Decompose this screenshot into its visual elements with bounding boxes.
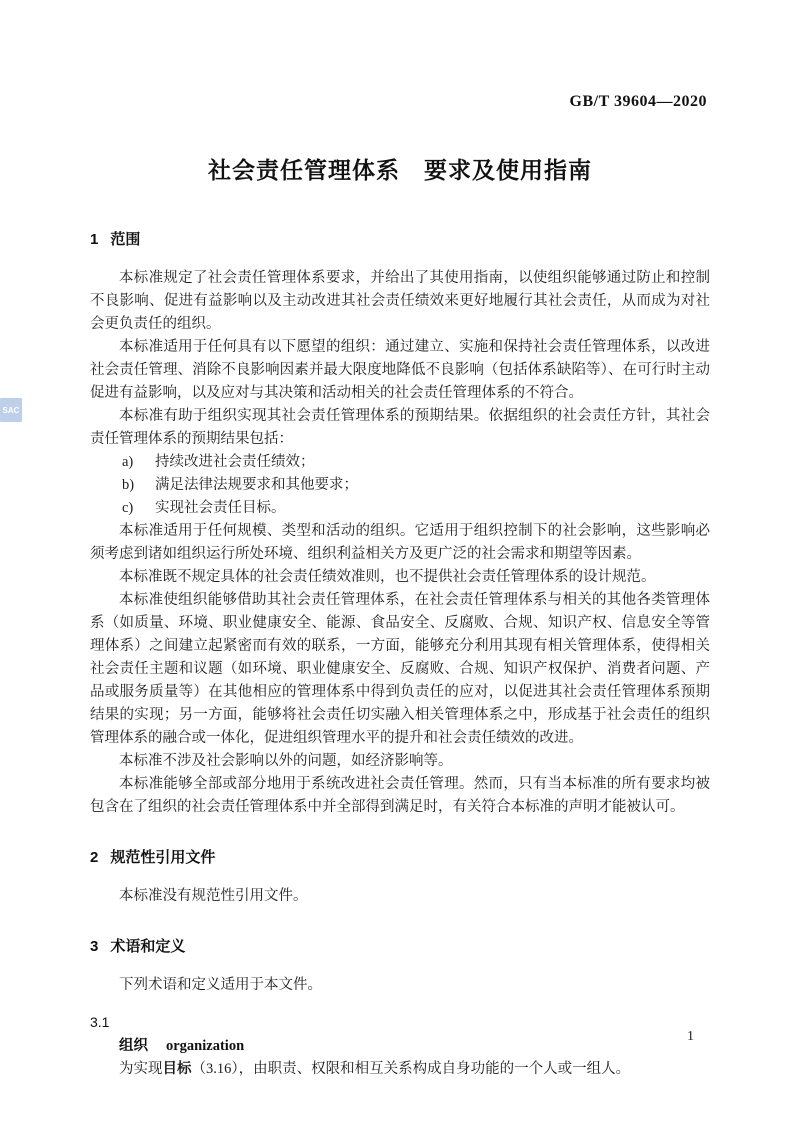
section-3-paragraph: 下列术语和定义适用于本文件。: [119, 977, 322, 993]
section-1-number: 1: [90, 231, 99, 248]
term-english: organization: [166, 1038, 245, 1054]
section-3-title: 术语和定义: [110, 938, 186, 955]
term-chinese: 组织: [119, 1038, 148, 1054]
section-3-heading: [90, 935, 710, 958]
section-1-paragraph: 本标准规定了社会责任管理体系要求，并给出了其使用指南，以使组织能够通过防止和控制不良影响、促进有益影响以及主动改进其社会责任绩效来更好地履行其社会责任，从而成为对社会更负责任的组织。: [90, 270, 710, 332]
list-item-c: [90, 497, 710, 520]
section-2-heading: [90, 846, 710, 869]
section-1-paragraph: 本标准适用于任何具有以下愿望的组织：通过建立、实施和保持社会责任管理体系，以改进社会责任管理、消除不良影响因素并最大限度地降低不良影响（包括体系缺陷等）、在可行时主动促进有益影响，以及应对与其决策和活动相关的社会责任管理体系的不符合。: [90, 339, 710, 401]
watermark-badge: [0, 398, 22, 422]
term-number: 3.1: [90, 1014, 110, 1030]
standard-code: GB/T 39604—2020: [569, 93, 707, 110]
section-1-paragraph: 本标准使组织能够借助其社会责任管理体系，在社会责任管理体系与相关的其他各类管理体系（如质量、环境、职业健康安全、能源、食品安全、反腐败、合规、知识产权、信息安全等管理体系）之间建立起紧密而有效的联系，一方面，能够充分利用其现有相关管理体系，使得相关社会责任主题和议题（如环境、职业健康安全、反腐败、合规、知识产权保护、消费者问题、产品或服务质量等）在其他相应的管理体系中得到负责任的应对，以促进其社会责任管理体系预期结果的实现；另一方面，能够将社会责任切实融入相关管理体系之中，形成基于社会责任的组织管理体系的融合或一体化，促进组织管理水平的提升和社会责任绩效的改进。: [90, 592, 710, 746]
section-1-paragraph: 本标准不涉及社会影响以外的问题，如经济影响等。: [119, 753, 453, 769]
list-marker: b): [122, 477, 135, 493]
section-1-paragraph: 本标准既不规定具体的社会责任绩效准则，也不提供社会责任管理体系的设计规范。: [119, 569, 656, 585]
list-text: 持续改进社会责任绩效；: [155, 454, 315, 470]
term-title: [90, 1034, 710, 1058]
section-1-title: 范围: [110, 231, 141, 248]
section-2-number: 2: [90, 849, 99, 866]
list-marker: c): [122, 500, 134, 516]
section-3-number: 3: [90, 938, 99, 955]
definition-suffix: （3.16），由职责、权限和相互关系构成自身功能的一个人或一组人。: [191, 1061, 631, 1077]
section-1-heading: [90, 228, 710, 251]
page-number: 1: [687, 1029, 694, 1044]
definition-prefix: 为实现: [119, 1061, 163, 1077]
list-item-a: [90, 451, 710, 474]
list-item-b: [90, 474, 710, 497]
section-1-paragraph: 本标准适用于任何规模、类型和活动的组织。它适用于组织控制下的社会影响，这些影响必须考虑到诸如组织运行所处环境、组织利益相关方及更广泛的社会需求和期望等因素。: [90, 523, 710, 562]
term-entry-3-1: [90, 1011, 710, 1081]
section-1-paragraph: 本标准能够全部或部分地用于系统改进社会责任管理。然而，只有当本标准的所有要求均被包含在了组织的社会责任管理体系中并全部得到满足时，有关符合本标准的声明才能被认可。: [90, 776, 710, 815]
page-content: [90, 0, 710, 1081]
definition-bold-term: 目标: [162, 1061, 192, 1077]
list-marker: a): [122, 454, 134, 470]
term-definition: [90, 1058, 710, 1081]
watermark-text: SAC: [2, 405, 20, 415]
list-text: 满足法律法规要求和其他要求；: [155, 477, 358, 493]
document-title: 社会责任管理体系 要求及使用指南: [208, 157, 592, 183]
section-1-paragraph: 本标准有助于组织实现其社会责任管理体系的预期结果。依据组织的社会责任方针，其社会责任管理体系的预期结果包括：: [90, 408, 710, 447]
section-2-paragraph: 本标准没有规范性引用文件。: [119, 888, 308, 904]
list-text: 实现社会责任目标。: [155, 500, 286, 516]
section-2-title: 规范性引用文件: [110, 849, 216, 866]
